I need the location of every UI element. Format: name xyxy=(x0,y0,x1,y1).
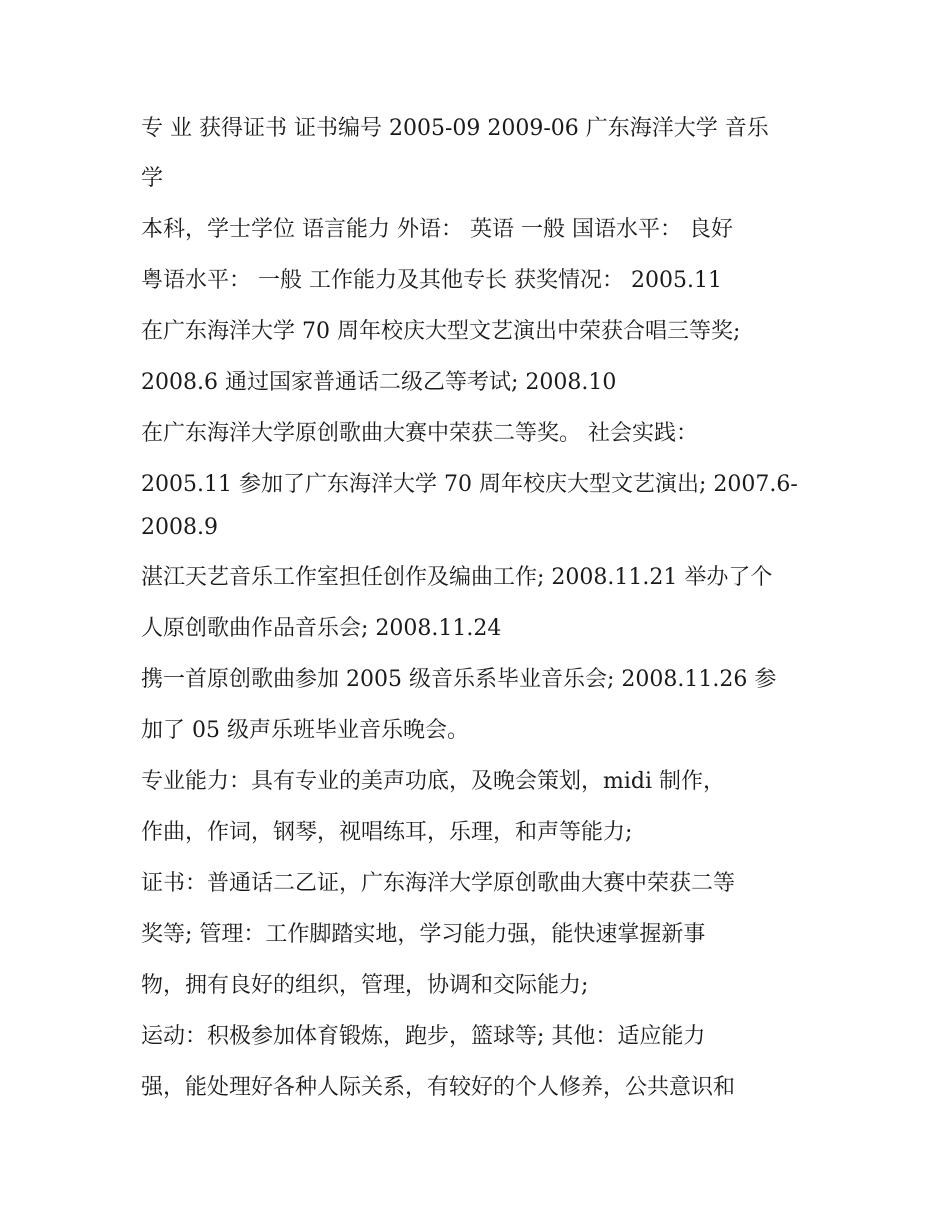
text-line: 在广东海洋大学原创歌曲大赛中荣获二等奖。 社会实践： xyxy=(141,421,698,446)
text-line: 强，能处理好各种人际关系，有较好的个人修养，公共意识和 xyxy=(141,1075,736,1100)
text-line: 粤语水平： 一般 工作能力及其他专长 获奖情况： 2005.11 xyxy=(141,268,722,293)
text-line: 人原创歌曲作品音乐会; 2008.11.24 xyxy=(141,616,502,641)
text-line: 专业能力：具有专业的美声功底，及晚会策划，midi 制作， xyxy=(141,769,726,794)
text-line: 加了 05 级声乐班毕业音乐晚会。 xyxy=(141,718,469,743)
text-line: 专 业 获得证书 证书编号 2005-09 2009-06 广东海洋大学 音乐 xyxy=(141,116,769,141)
text-line: 湛江天艺音乐工作室担任创作及编曲工作; 2008.11.21 举办了个 xyxy=(141,565,773,590)
text-line: 物，拥有良好的组织，管理，协调和交际能力; xyxy=(141,973,589,998)
text-line: 在广东海洋大学 70 周年校庆大型文艺演出中荣获合唱三等奖; xyxy=(141,319,741,344)
text-line: 作曲，作词，钢琴，视唱练耳，乐理，和声等能力; xyxy=(141,820,633,845)
text-line: 携一首原创歌曲参加 2005 级音乐系毕业音乐会; 2008.11.26 参 xyxy=(141,667,777,692)
text-line: 2005.11 参加了广东海洋大学 70 周年校庆大型文艺演出; 2007.6- xyxy=(141,472,798,497)
text-line: 证书：普通话二乙证，广东海洋大学原创歌曲大赛中荣获二等 xyxy=(141,871,736,896)
text-line: 奖等; 管理：工作脚踏实地，学习能力强，能快速掌握新事 xyxy=(141,922,706,947)
text-line: 2008.9 xyxy=(141,515,218,540)
text-line: 本科，学士学位 语言能力 外语： 英语 一般 国语水平： 良好 xyxy=(141,217,733,242)
text-line: 学 xyxy=(141,166,164,191)
text-line: 运动：积极参加体育锻炼，跑步，篮球等; 其他：适应能力 xyxy=(141,1024,706,1049)
text-line: 2008.6 通过国家普通话二级乙等考试; 2008.10 xyxy=(141,370,617,395)
